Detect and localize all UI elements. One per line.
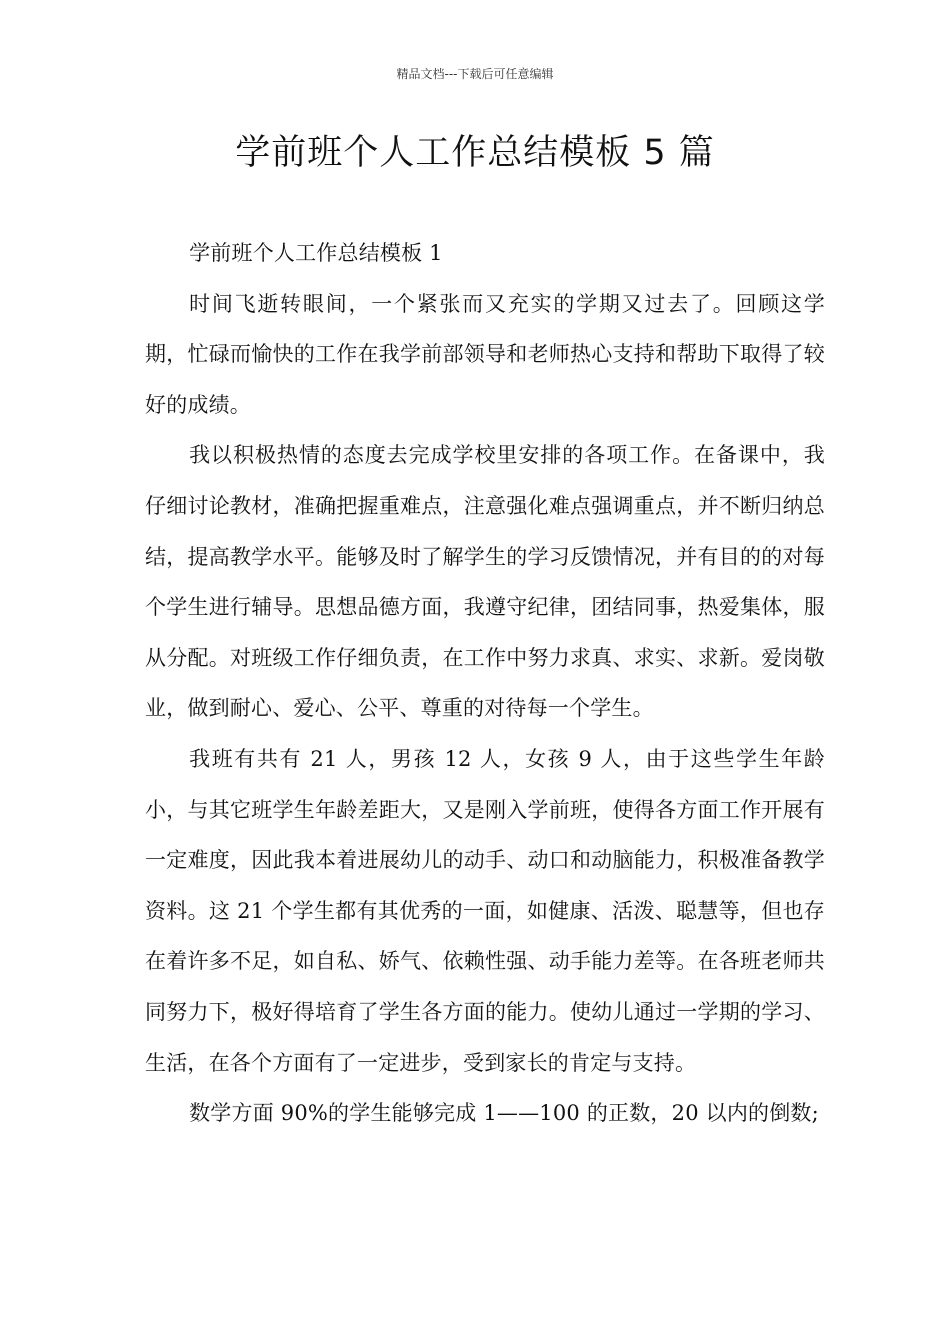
paragraph-class-info: 我班有共有 21 人，男孩 12 人，女孩 9 人，由于这些学生年龄小，与其它班学生年龄差距大，又是刚入学前班，使得各方面工作开展有一定难度，因此我本着进展幼儿的动手、动口和动脑能力，积极准备教学资料。这 21 个学生都有其优秀的一面，如健康、活泼、聪慧等，但也存在着许多不足，如自私、娇气、依赖性强、动手能力差等。在各班老师共同努力下，极好得培育了学生各方面的能力。使幼儿通过一学期的学习、生活，在各个方面有了一定进步，受到家长的肯定与支持。 [145, 746, 825, 1075]
paragraph-math: 数学方面 90%的学生能够完成 1——100 的正数，20 以内的倒数; [189, 1101, 819, 1126]
paragraph-intro: 时间飞逝转眼间，一个紧张而又充实的学期又过去了。回顾这学期，忙碌而愉快的工作在我学前部领导和老师热心支持和帮助下取得了较好的成绩。 [145, 291, 825, 417]
paragraph-attitude: 我以积极热情的态度去完成学校里安排的各项工作。在备课中，我仔细讨论教材，准确把握重难点，注意强化难点强调重点，并不断归纳总结，提高教学水平。能够及时了解学生的学习反馈情况，并有目的的对每个学生进行辅导。思想品德方面，我遵守纪律，团结同事，热爱集体，服从分配。对班级工作仔细负责，在工作中努力求真、求实、求新。爱岗敬业，做到耐心、爱心、公平、尊重的对待每一个学生。 [145, 443, 825, 721]
header-note: 精品文档---下载后可任意编辑 [396, 67, 554, 81]
document-title: 学前班个人工作总结模板 5 篇 [235, 133, 715, 173]
section-heading: 学前班个人工作总结模板 1 [189, 241, 443, 265]
document-body [145, 228, 825, 1139]
